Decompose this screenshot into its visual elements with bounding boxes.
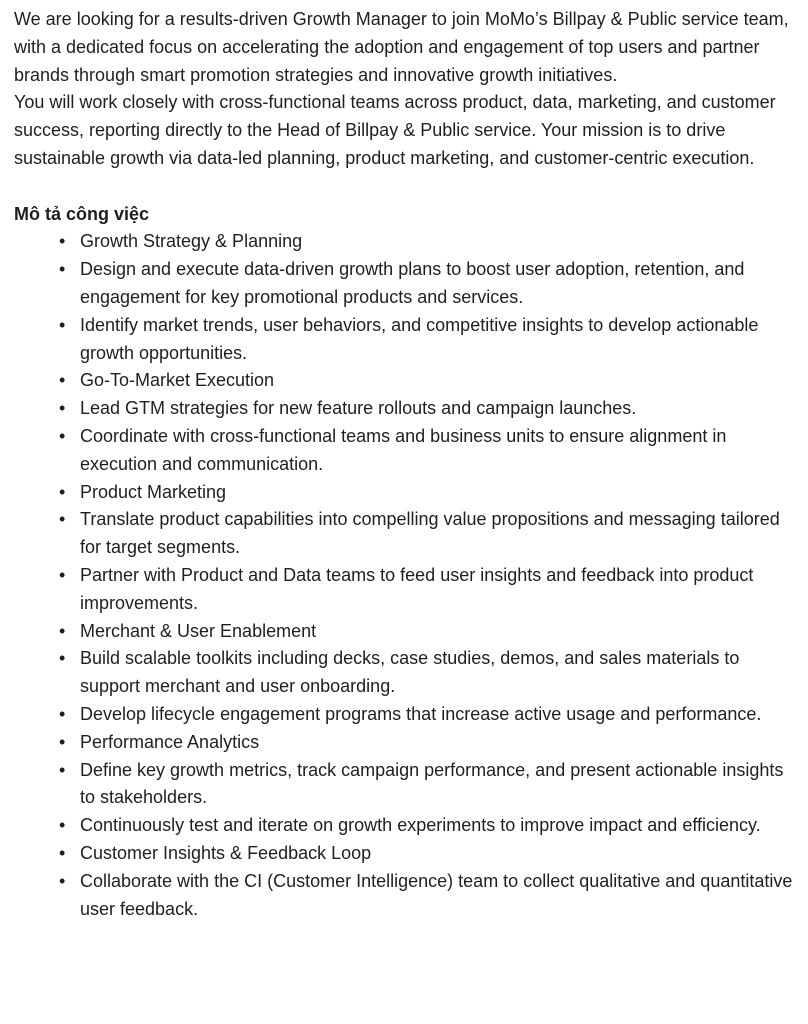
- list-item: [59, 395, 794, 423]
- responsibility-list: [14, 228, 794, 923]
- bullet-icon: •: [59, 815, 66, 836]
- list-item: [59, 868, 794, 924]
- list-item: [59, 256, 794, 312]
- bullet-icon: •: [59, 370, 66, 391]
- list-item-text: Define key growth metrics, track campaign performance, and present actionable insights to stakeholders.: [80, 759, 784, 808]
- bullet-icon: •: [59, 398, 66, 419]
- list-item: [59, 367, 794, 395]
- list-item-text: Merchant & User Enablement: [80, 620, 317, 641]
- bullet-icon: •: [59, 703, 66, 724]
- list-item-text: Performance Analytics: [80, 731, 260, 752]
- list-item: [59, 312, 794, 368]
- bullet-icon: •: [59, 425, 66, 446]
- list-item: [59, 562, 794, 618]
- spacer: [14, 173, 794, 201]
- list-item: [59, 506, 794, 562]
- bullet-icon: •: [59, 759, 66, 780]
- list-item-text: Growth Strategy & Planning: [80, 231, 303, 252]
- bullet-icon: •: [59, 314, 66, 335]
- bullet-icon: •: [59, 842, 66, 863]
- list-item-text: Continuously test and iterate on growth experiments to improve impact and efficiency.: [80, 815, 761, 836]
- list-item-text: Go-To-Market Execution: [80, 370, 275, 391]
- bullet-icon: •: [59, 620, 66, 641]
- bullet-icon: •: [59, 481, 66, 502]
- list-item-text: Build scalable toolkits including decks, case studies, demos, and sales materials to support merchant and user onboarding.: [80, 648, 740, 697]
- list-item: [59, 840, 794, 868]
- bullet-icon: •: [59, 731, 66, 752]
- list-item: [59, 228, 794, 256]
- bullet-icon: •: [59, 564, 66, 585]
- list-item: [59, 757, 794, 813]
- list-item: [59, 645, 794, 701]
- list-item-text: Design and execute data-driven growth plans to boost user adoption, retention, and engagement for key promotional products and services.: [80, 259, 745, 307]
- list-item-text: Partner with Product and Data teams to feed user insights and feedback into product improvements.: [80, 564, 754, 613]
- list-item: [59, 812, 794, 840]
- list-item: [59, 618, 794, 646]
- list-item: [59, 479, 794, 507]
- list-item-text: Develop lifecycle engagement programs that increase active usage and performance.: [80, 703, 762, 724]
- intro-paragraph-1: We are looking for a results-driven Growth Manager to join MoMo’s Billpay & Public service team, with a dedicated focus on accelerating the adoption and engagement of top users and partner brands through smart promotion strategies and innovative growth initiatives.: [14, 9, 789, 85]
- list-item: [59, 423, 794, 479]
- list-item-text: Coordinate with cross-functional teams and business units to ensure alignment in execution and communication.: [80, 425, 727, 474]
- list-item: [59, 701, 794, 729]
- bullet-icon: •: [59, 509, 66, 530]
- list-item: [59, 729, 794, 757]
- bullet-icon: •: [59, 231, 66, 252]
- list-item-text: Product Marketing: [80, 481, 227, 502]
- job-description: [14, 6, 794, 923]
- bullet-icon: •: [59, 259, 66, 280]
- list-item-text: Lead GTM strategies for new feature rollouts and campaign launches.: [80, 398, 637, 419]
- bullet-icon: •: [59, 648, 66, 669]
- list-item-text: Identify market trends, user behaviors, and competitive insights to develop actionable growth opportunities.: [80, 314, 759, 363]
- intro-paragraph-2: You will work closely with cross-functional teams across product, data, marketing, and customer success, reporting directly to the Head of Billpay & Public service. Your mission is to drive sustainable growth via data-led planning, product marketing, and customer-centric execution.: [14, 92, 776, 168]
- list-item-text: Customer Insights & Feedback Loop: [80, 842, 372, 863]
- section-heading: Mô tả công việc: [14, 203, 150, 224]
- list-item-text: Translate product capabilities into compelling value propositions and messaging tailored for target segments.: [80, 509, 780, 558]
- list-item-text: Collaborate with the CI (Customer Intelligence) team to collect qualitative and quantitative user feedback.: [80, 870, 793, 919]
- bullet-icon: •: [59, 870, 66, 891]
